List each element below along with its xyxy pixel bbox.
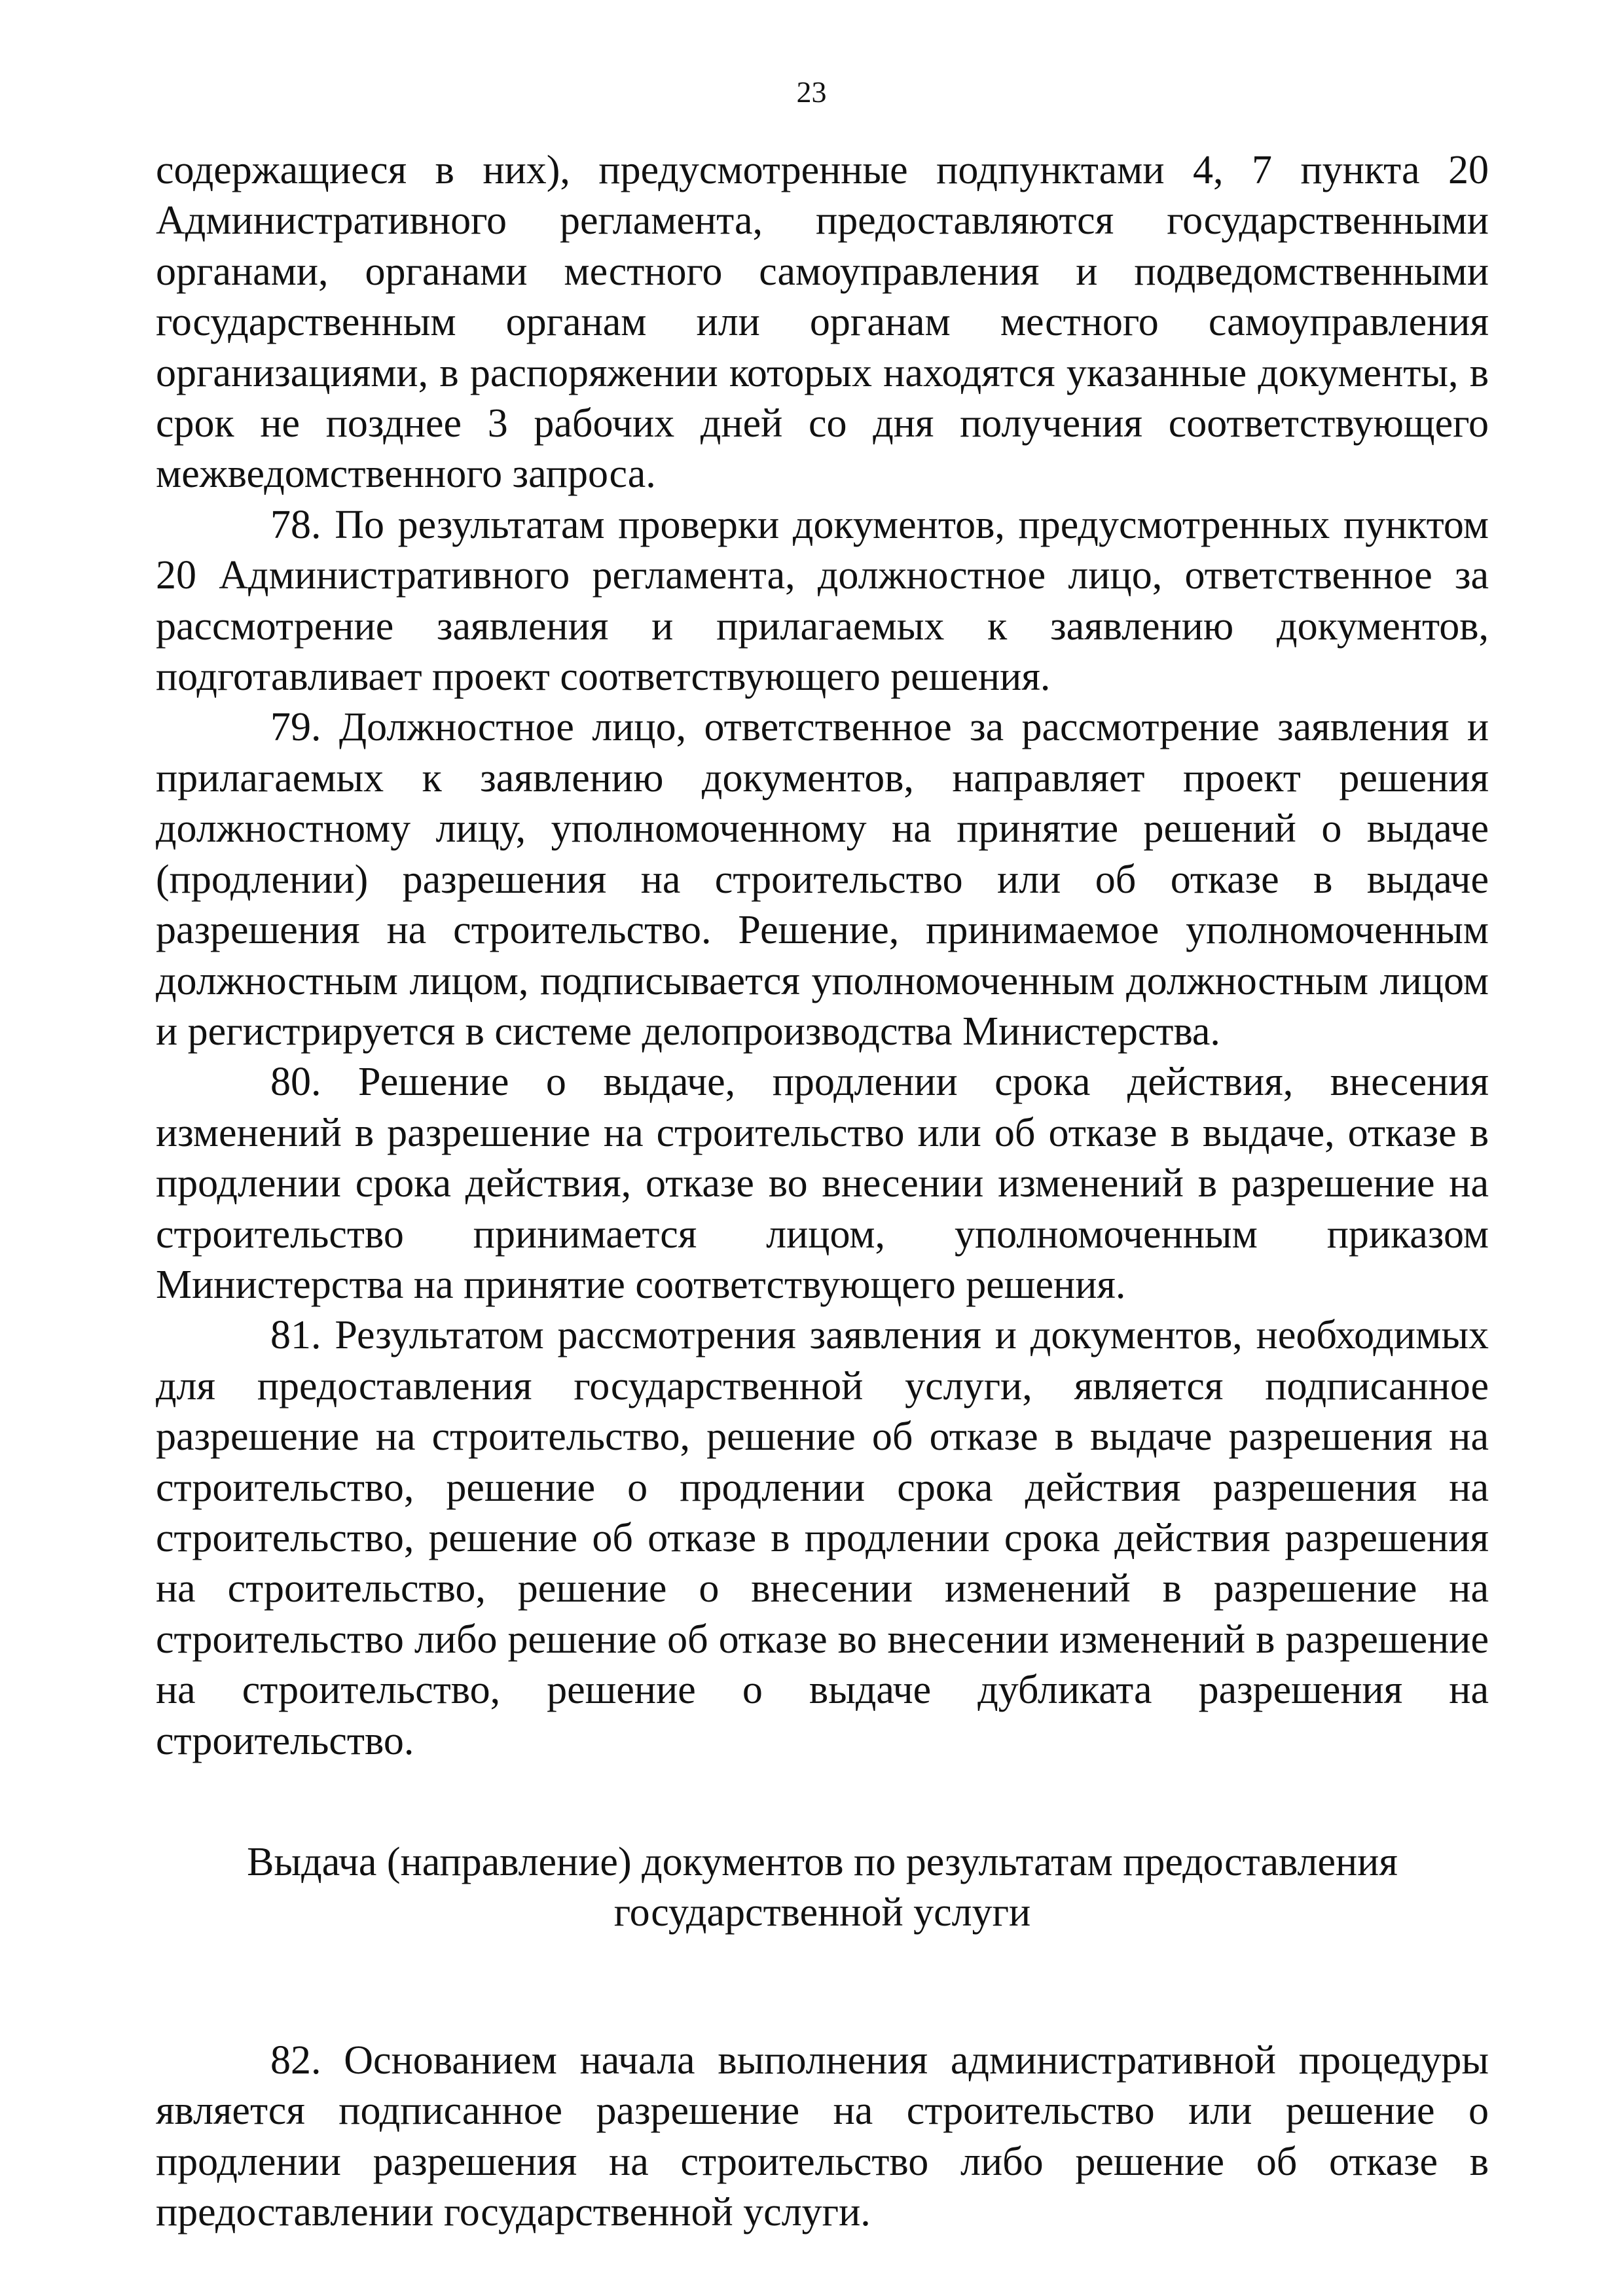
paragraph-81: 81. Результатом рассмотрения заявления и документов, необходимых для предоставления государственной услуги, является подписанное разрешение на строительство, решение об отказе в выдаче разрешения на строительство, решение о продлении срока действия разрешения на строительство, решение об отказе в продлении срока действия разрешения на строительство, решение о внесении изменений в разрешение на строительство либо решение об отказе во внесении изменений в разрешение на строительство, решение о выдаче дубликата разрешения на строительство.: [156, 1313, 1489, 1763]
paragraph-78: 78. По результатам проверки документов, предусмотренных пунктом 20 Административного регламента, должностное лицо, ответственное за рассмотрение заявления и прилагаемых к заявлению документов, подготавливает проект соответствующего решения.: [156, 502, 1489, 700]
section-heading-line-2: государственной услуги: [613, 1890, 1031, 1935]
paragraph-continuation: содержащиеся в них), предусмотренные подпунктами 4, 7 пункта 20 Административного регламента, предоставляются государственными органами, органами местного самоуправления и подведомственными государственным органам или органам местного самоуправления организациями, в распоряжении которых находятся указанные документы, в срок не позднее 3 рабочих дней со дня получения соответствующего межведомственного запроса.: [156, 148, 1489, 497]
paragraph-80: 80. Решение о выдаче, продлении срока действия, внесения изменений в разрешение на строительство или об отказе в выдаче, отказе в продлении срока действия, отказе во внесении изменений в разрешение на строительство принимается лицом, уполномоченным приказом Министерства на принятие соответствующего решения.: [156, 1060, 1489, 1307]
paragraph-79: 79. Должностное лицо, ответственное за рассмотрение заявления и прилагаемых к заявлению документов, направляет проект решения должностному лицу, уполномоченному на принятие решений о выдаче (продлении) разрешения на строительство или об отказе в выдаче разрешения на строительство. Решение, принимаемое уполномоченным должностным лицом, подписывается уполномоченным должностным лицом и регистрируется в системе делопроизводства Министерства.: [156, 705, 1489, 1054]
document-body: [156, 145, 1489, 2238]
section-heading: [156, 1837, 1489, 1939]
section-heading-line-1: Выдача (направление) документов по результатам предоставления: [247, 1840, 1398, 1884]
page-number: 23: [796, 75, 827, 109]
paragraph-82: 82. Основанием начала выполнения административной процедуры является подписанное разрешение на строительство или решение о продлении разрешения на строительство либо решение об отказе в предоставлении государственной услуги.: [156, 2037, 1489, 2235]
